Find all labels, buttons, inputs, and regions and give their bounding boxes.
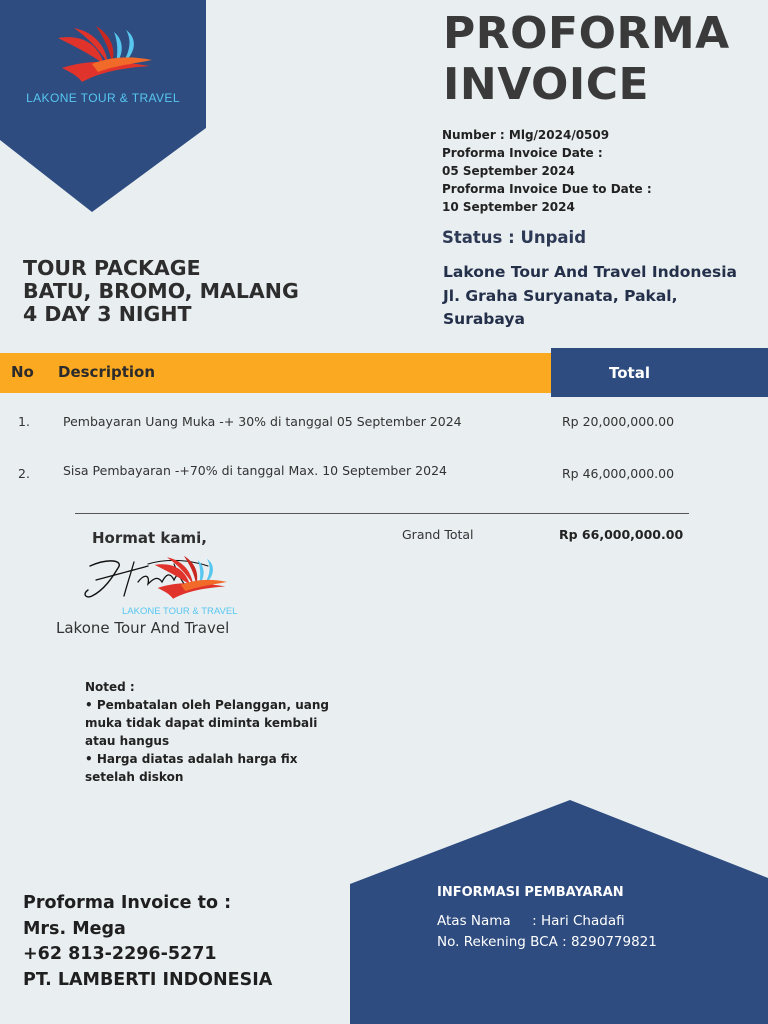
row-amount: Rp 20,000,000.00 [562, 414, 675, 429]
notes-line: setelah diskon [85, 770, 184, 784]
tour-line-2: BATU, BROMO, MALANG [23, 279, 299, 303]
bill-to-name: Mrs. Mega [23, 918, 126, 939]
column-header-total: Total [609, 364, 650, 382]
due-date-label: Proforma Invoice Due to Date : [442, 182, 652, 196]
status-badge: Status : Unpaid [442, 228, 587, 247]
signature-company: Lakone Tour And Travel [56, 619, 230, 637]
grand-total-value: Rp 66,000,000.00 [559, 527, 684, 542]
notes-line: atau hangus [85, 734, 170, 748]
invoice-number: Number : Mlg/2024/0509 [442, 128, 610, 142]
payment-account-number: No. Rekening BCA : 8290779821 [437, 933, 657, 950]
lotus-wave-logo-icon [52, 24, 156, 86]
payment-details [437, 911, 657, 952]
title-line-2: INVOICE [443, 59, 650, 110]
row-amount: Rp 46,000,000.00 [562, 466, 675, 481]
tour-line-1: TOUR PACKAGE [23, 256, 201, 280]
brand-name: LAKONE TOUR & TRAVEL [26, 91, 180, 105]
column-header-description: Description [58, 363, 156, 381]
notes-block [85, 678, 329, 786]
due-date: 10 September 2024 [442, 200, 575, 214]
company-address-line-1: Jl. Graha Suryanata, Pakal, [443, 286, 678, 305]
notes-title: Noted : [85, 680, 135, 694]
row-number: 2. [18, 466, 30, 481]
signature-brand-name: LAKONE TOUR & TRAVEL [122, 606, 238, 617]
company-name: Lakone Tour And Travel Indonesia [443, 263, 737, 281]
lotus-wave-logo-icon [150, 554, 230, 602]
tour-package [23, 257, 299, 326]
company-address [443, 261, 737, 332]
notes-line: • Harga diatas adalah harga fix [85, 752, 298, 766]
table-divider [75, 513, 689, 514]
regards-text: Hormat kami, [92, 529, 207, 547]
invoice-date-label: Proforma Invoice Date : [442, 146, 603, 160]
row-number: 1. [18, 414, 30, 429]
column-header-no: No [11, 363, 34, 381]
invoice-meta [442, 126, 652, 216]
bill-to-label: Proforma Invoice to : [23, 893, 232, 913]
bill-to-phone: +62 813-2296-5271 [23, 944, 217, 964]
company-address-line-2: Surabaya [443, 310, 525, 328]
bill-to-block [23, 891, 272, 993]
page-title [443, 8, 763, 110]
notes-line: • Pembatalan oleh Pelanggan, uang [85, 698, 329, 712]
tour-line-3: 4 DAY 3 NIGHT [23, 302, 192, 326]
title-line-1: PROFORMA [443, 8, 730, 59]
payment-account-name: Atas Nama : Hari Chadafi [437, 913, 625, 929]
row-description: Pembayaran Uang Muka -+ 30% di tanggal 05 September 2024 [63, 414, 462, 429]
bill-to-company: PT. LAMBERTI INDONESIA [23, 969, 273, 990]
row-description: Sisa Pembayaran -+70% di tanggal Max. 10 September 2024 [63, 463, 447, 478]
notes-line: muka tidak dapat diminta kembali [85, 716, 318, 730]
grand-total-label: Grand Total [402, 527, 474, 542]
invoice-date: 05 September 2024 [442, 164, 575, 178]
payment-title: INFORMASI PEMBAYARAN [437, 885, 624, 900]
